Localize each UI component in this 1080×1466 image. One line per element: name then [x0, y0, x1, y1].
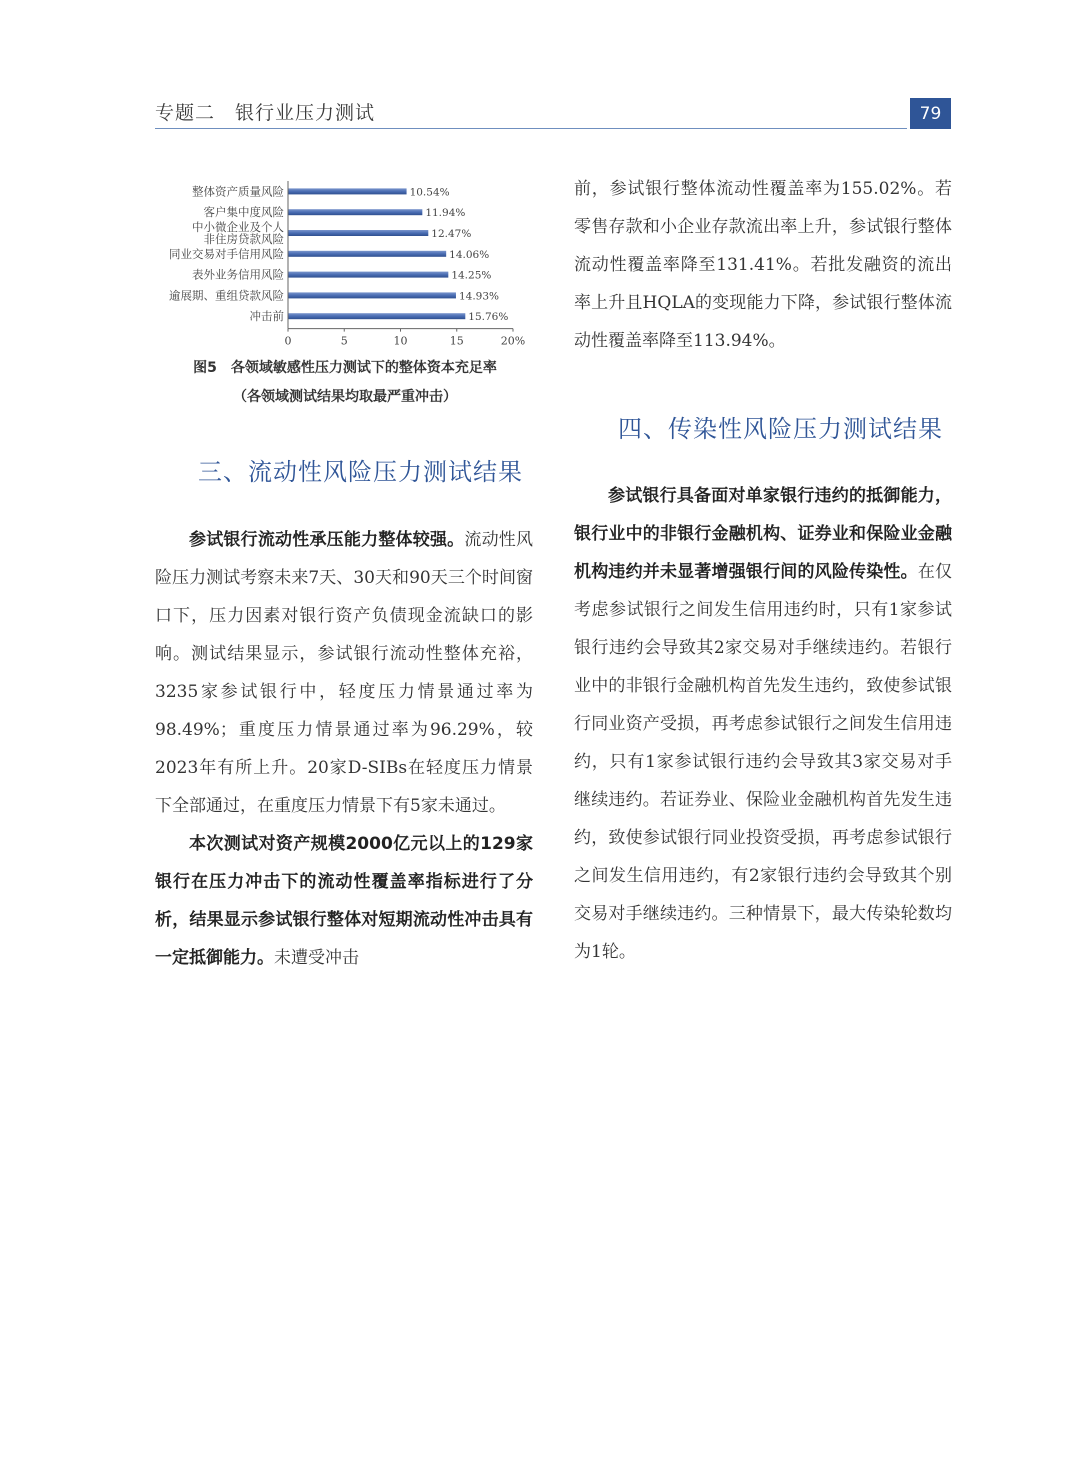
figure-caption-note: （各领域测试结果均取最严重冲击） — [233, 389, 457, 405]
section-3-paragraph-1 — [155, 521, 533, 825]
right-column-section-4 — [574, 477, 952, 971]
running-header-title: 专题二 银行业压力测试 — [155, 102, 376, 124]
figure-5-chart — [150, 178, 540, 350]
x-tick-label: 10 — [393, 334, 408, 348]
category-label: 中小微企业及个人非住房贷款风险 — [192, 220, 284, 246]
section-4-paragraph-1 — [574, 477, 952, 971]
section-4-p1-lead: 参试银行具备面对单家银行违约的抵御能力，银行业中的非银行金融机构、证券业和保险业金融机构违约并未显著增强银行间的风险传染性。 — [574, 486, 952, 582]
section-3-paragraph-2 — [155, 825, 533, 977]
value-label: 12.47% — [431, 228, 472, 240]
section-3-p1-lead: 参试银行流动性承压能力整体较强。 — [189, 530, 465, 550]
section-4-p1-body: 在仅考虑参试银行之间发生信用违约时，只有1家参试银行违约会导致其2家交易对手继续违约。若银行业中的非银行金融机构首先发生违约，致使参试银行同业资产受损，再考虑参试银行之间发生信用违约，只有1家参试银行违约会导致其3家交易对手继续违约。若证券业、保险业金融机构首先发生违约，致使参试银行同业投资受损，再考虑参试银行之间发生信用违约，有2家银行违约会导致其个别交易对手继续违约。三种情景下，最大传染轮数均为1轮。 — [574, 562, 953, 962]
category-label: 整体资产质量风险 — [192, 184, 284, 199]
category-label: 同业交易对手信用风险 — [169, 246, 284, 261]
left-column — [155, 521, 533, 977]
value-label: 14.25% — [451, 269, 492, 282]
x-tick-label: 5 — [340, 334, 348, 348]
section-4-heading: 四、传染性风险压力测试结果 — [618, 415, 943, 443]
section-3-heading: 三、流动性风险压力测试结果 — [198, 458, 523, 486]
section-3-p1-body: 流动性风险压力测试考察未来7天、30天和90天三个时间窗口下，压力因素对银行资产负债现金流缺口的影响。测试结果显示，参试银行流动性整体充裕，3235家参试银行中，轻度压力情景通过率为98.49%；重度压力情景通过率为96.29%，较2023年有所上升。20家D-SIBs在轻度压力情景下全部通过，在重度压力情景下有5家未通过。 — [155, 530, 534, 816]
value-label: 10.54% — [409, 186, 450, 199]
bar — [288, 188, 407, 194]
section-3-p2-lead: 本次测试对资产规模2000亿元以上的129家银行在压力冲击下的流动性覆盖率指标进行了分析，结果显示参试银行整体对短期流动性冲击具有一定抵御能力。 — [155, 834, 533, 968]
figure-caption-title: 图5 各领域敏感性压力测试下的整体资本充足率 — [193, 360, 497, 376]
value-label: 15.76% — [468, 311, 509, 324]
value-label: 14.93% — [458, 290, 500, 303]
x-tick-label: 20% — [500, 334, 526, 348]
bar — [288, 272, 448, 278]
bar — [288, 251, 446, 257]
category-label: 逾展期、重组贷款风险 — [169, 288, 284, 303]
bar — [288, 313, 465, 319]
category-label: 表外业务信用风险 — [192, 267, 284, 282]
page-number-badge: 79 — [910, 98, 951, 129]
category-label: 冲击前 — [249, 309, 284, 324]
x-tick-label: 0 — [284, 334, 292, 348]
category-label: 客户集中度风险 — [203, 205, 284, 220]
x-tick-label: 15 — [449, 334, 464, 348]
figure-caption — [155, 354, 535, 412]
header-rule — [155, 128, 907, 129]
bar — [288, 292, 456, 298]
value-label: 11.94% — [425, 207, 466, 220]
section-3-paragraph-2-continued: 前，参试银行整体流动性覆盖率为155.02%。若零售存款和小企业存款流出率上升，参试银行整体流动性覆盖率降至131.41%。若批发融资的流出率上升且HQLA的变现能力下降，参试银行整体流动性覆盖率降至113.94%。 — [574, 179, 952, 351]
right-column-continuation — [574, 170, 952, 360]
bar — [288, 209, 422, 215]
bar-chart-svg — [150, 178, 540, 350]
section-3-p2-body: 未遭受冲击 — [274, 948, 359, 968]
bar — [288, 230, 428, 236]
value-label: 14.06% — [449, 248, 490, 261]
